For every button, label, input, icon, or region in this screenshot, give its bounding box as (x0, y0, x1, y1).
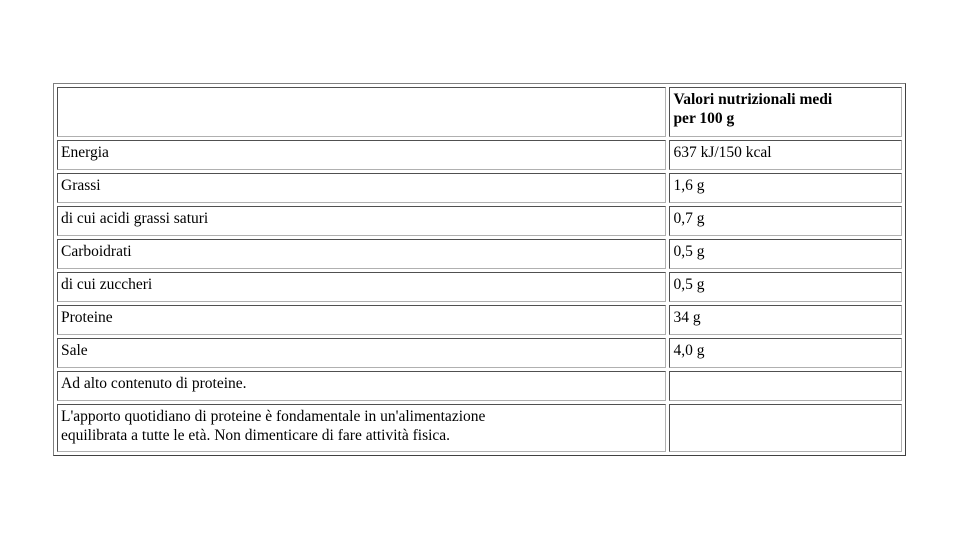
table-row (57, 173, 902, 203)
table-row (57, 371, 902, 401)
row-label: Energia (57, 140, 666, 170)
row-value: 4,0 g (669, 338, 902, 368)
footer-note-line2: equilibrata a tutte le età. Non dimenticare di fare attività fisica. (61, 427, 451, 444)
row-value: 0,7 g (669, 206, 902, 236)
row-value: 0,5 g (669, 272, 902, 302)
row-label: di cui zuccheri (57, 272, 666, 302)
row-label: Carboidrati (57, 239, 666, 269)
row-value: 34 g (669, 305, 902, 335)
header-label-cell (57, 87, 666, 137)
header-value-line1: Valori nutrizionali medi (673, 91, 833, 108)
row-label: Ad alto contenuto di proteine. (57, 371, 666, 401)
table-row (57, 239, 902, 269)
row-value: 637 kJ/150 kcal (669, 140, 902, 170)
row-label: Grassi (57, 173, 666, 203)
table-row (57, 140, 902, 170)
row-value: 1,6 g (669, 173, 902, 203)
table-footer-row (57, 404, 902, 452)
footer-value-cell (669, 404, 902, 452)
table-row (57, 272, 902, 302)
row-label: Proteine (57, 305, 666, 335)
header-value-line2: per 100 g (673, 110, 735, 127)
row-value: 0,5 g (669, 239, 902, 269)
table-row (57, 305, 902, 335)
row-label: Sale (57, 338, 666, 368)
footer-note-line1: L'apporto quotidiano di proteine è fondamentale in un'alimentazione (61, 408, 486, 425)
row-label: di cui acidi grassi saturi (57, 206, 666, 236)
table-row (57, 206, 902, 236)
nutrition-table (53, 83, 906, 456)
table-row (57, 338, 902, 368)
footer-note-cell (57, 404, 666, 452)
table-header-row (57, 87, 902, 137)
row-value (669, 371, 902, 401)
header-value-cell (669, 87, 902, 137)
